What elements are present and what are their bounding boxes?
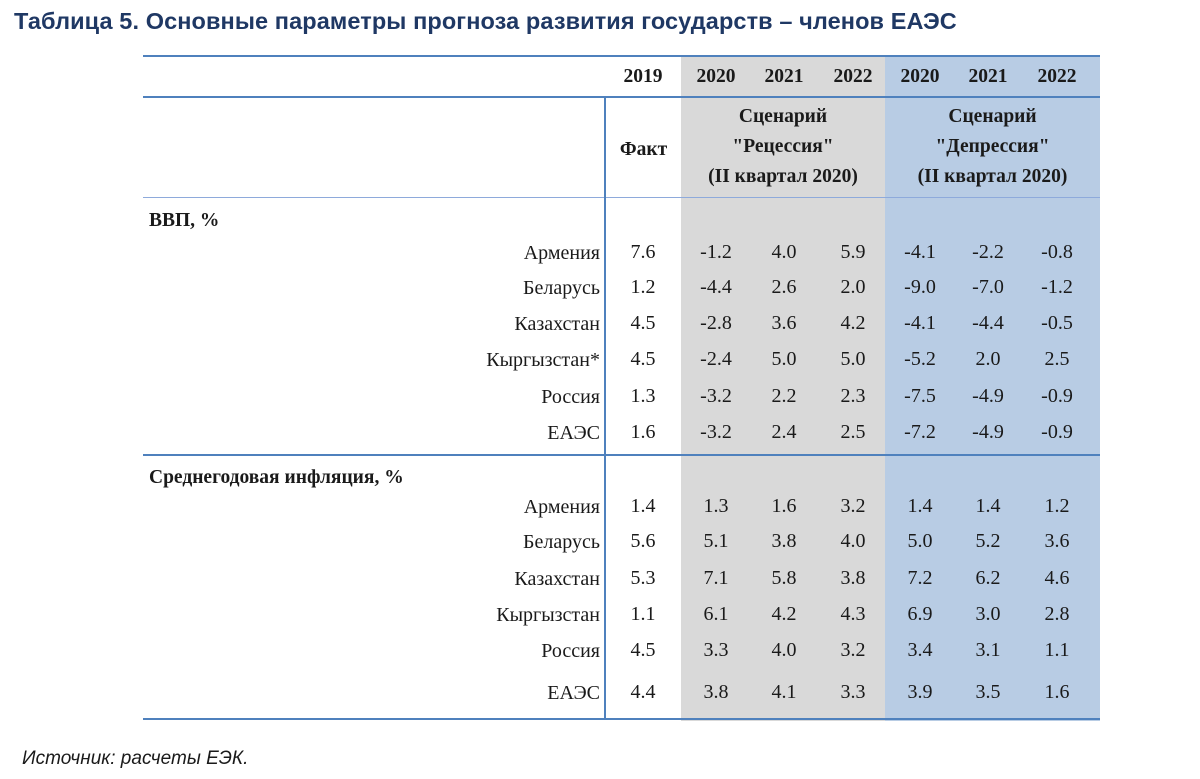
row-value: -9.0: [904, 276, 936, 298]
row-value: -4.9: [972, 385, 1004, 407]
row-value: -4.1: [904, 241, 936, 263]
row-value: 3.2: [840, 639, 866, 661]
row-value: 2.0: [975, 348, 1001, 370]
row-value: -2.2: [972, 241, 1004, 263]
row-value: 1.2: [1044, 495, 1070, 517]
rule-between-sections: [143, 454, 1100, 456]
rule-bottom: [143, 718, 1100, 720]
row-value: 1.1: [1044, 639, 1070, 661]
scenario-recession-label: [681, 102, 885, 192]
column-divider: [604, 96, 606, 718]
row-value: 2.5: [840, 421, 866, 443]
section-title-inflation: Среднегодовая инфляция, %: [149, 467, 404, 488]
row-value: 2.2: [771, 385, 797, 407]
scenario-depression-line-1: Сценарий: [948, 106, 1037, 127]
row-value: -4.9: [972, 421, 1004, 443]
row-value: 4.0: [771, 241, 797, 263]
row-value: 5.1: [703, 530, 729, 552]
row-country: ЕАЭС: [547, 422, 600, 444]
rule-top: [143, 55, 1100, 57]
row-value: -2.4: [700, 348, 732, 370]
row-value: -1.2: [1041, 276, 1073, 298]
row-value: 3.8: [771, 530, 797, 552]
row-value: 4.0: [840, 530, 866, 552]
scenario-depression-label: [885, 102, 1100, 192]
year-header: 2019: [623, 66, 663, 87]
row-value: 6.1: [703, 603, 729, 625]
row-value: 2.4: [771, 421, 797, 443]
rule-after-years: [143, 96, 1100, 98]
row-value: 1.3: [630, 385, 656, 407]
scenario-recession-line-2: "Рецессия": [732, 136, 834, 157]
row-value: 5.6: [630, 530, 656, 552]
row-value: 1.4: [975, 495, 1001, 517]
row-value: 3.3: [840, 681, 866, 703]
row-country: Армения: [523, 496, 600, 518]
row-country: Беларусь: [523, 531, 600, 553]
fact-label: Факт: [619, 139, 668, 160]
row-value: 4.2: [840, 312, 866, 334]
row-country: Кыргызстан: [496, 604, 600, 626]
table-title: Таблица 5. Основные параметры прогноза развития государств – членов ЕАЭС: [14, 8, 957, 34]
row-value: 3.8: [703, 681, 729, 703]
row-country: Россия: [541, 640, 600, 662]
scenario-recession-line-3: (II квартал 2020): [708, 166, 858, 187]
row-value: 1.2: [630, 276, 656, 298]
row-value: -7.0: [972, 276, 1004, 298]
row-value: -1.2: [700, 241, 732, 263]
row-value: 4.5: [630, 639, 656, 661]
row-value: -4.4: [972, 312, 1004, 334]
source-note: Источник: расчеты ЕЭК.: [22, 748, 249, 769]
row-value: -7.5: [904, 385, 936, 407]
row-value: 3.3: [703, 639, 729, 661]
row-value: -2.8: [700, 312, 732, 334]
row-value: -0.9: [1041, 421, 1073, 443]
row-value: 3.1: [975, 639, 1001, 661]
row-value: 4.2: [771, 603, 797, 625]
row-value: -0.5: [1041, 312, 1073, 334]
row-value: -4.4: [700, 276, 732, 298]
row-value: -7.2: [904, 421, 936, 443]
row-value: 3.8: [840, 567, 866, 589]
section-title-gdp: ВВП, %: [149, 210, 220, 231]
row-value: 4.4: [630, 681, 656, 703]
row-value: 1.4: [907, 495, 933, 517]
row-value: 6.2: [975, 567, 1001, 589]
year-header: 2021: [968, 66, 1008, 87]
year-header: 2020: [696, 66, 736, 87]
row-value: 2.5: [1044, 348, 1070, 370]
row-country: Кыргызстан*: [486, 349, 600, 371]
row-value: 7.6: [630, 241, 656, 263]
row-value: 3.2: [840, 495, 866, 517]
row-country: Армения: [523, 242, 600, 264]
year-header: 2021: [764, 66, 804, 87]
scenario-depression-line-2: "Депрессия": [935, 136, 1050, 157]
row-country: Казахстан: [514, 568, 600, 590]
year-header: 2022: [1037, 66, 1077, 87]
row-value: 1.6: [1044, 681, 1070, 703]
rule-after-scenarios: [143, 197, 1100, 198]
row-country: Казахстан: [514, 313, 600, 335]
row-value: -3.2: [700, 421, 732, 443]
row-value: 5.0: [907, 530, 933, 552]
row-value: -3.2: [700, 385, 732, 407]
row-value: 3.6: [771, 312, 797, 334]
scenario-recession-line-1: Сценарий: [738, 106, 828, 127]
row-value: -0.9: [1041, 385, 1073, 407]
row-value: 3.4: [907, 639, 933, 661]
row-value: 1.3: [703, 495, 729, 517]
row-value: 3.9: [907, 681, 933, 703]
row-value: 7.2: [907, 567, 933, 589]
row-value: 5.2: [975, 530, 1001, 552]
scenario-depression-line-3: (II квартал 2020): [917, 166, 1068, 187]
row-value: 1.1: [630, 603, 656, 625]
row-value: 4.1: [771, 681, 797, 703]
row-value: -4.1: [904, 312, 936, 334]
row-value: 1.6: [771, 495, 797, 517]
row-country: Беларусь: [523, 277, 600, 299]
row-value: 2.6: [771, 276, 797, 298]
row-value: 3.0: [975, 603, 1001, 625]
row-country: Россия: [541, 386, 600, 408]
row-value: 4.3: [840, 603, 866, 625]
row-country: ЕАЭС: [547, 682, 600, 704]
row-value: 5.9: [840, 241, 866, 263]
forecast-table: [143, 55, 1100, 721]
row-value: 4.0: [771, 639, 797, 661]
year-header: 2020: [900, 66, 940, 87]
year-header: 2022: [833, 66, 873, 87]
row-value: 1.4: [630, 495, 656, 517]
row-value: 2.8: [1044, 603, 1070, 625]
row-value: 2.0: [840, 276, 866, 298]
row-value: 7.1: [703, 567, 729, 589]
row-value: 5.3: [630, 567, 656, 589]
row-value: 5.8: [771, 567, 797, 589]
row-value: 3.5: [975, 681, 1001, 703]
row-value: 3.6: [1044, 530, 1070, 552]
row-value: 4.6: [1044, 567, 1070, 589]
row-value: 1.6: [630, 421, 656, 443]
row-value: 5.0: [840, 348, 866, 370]
row-value: 5.0: [771, 348, 797, 370]
row-value: 2.3: [840, 385, 866, 407]
row-value: 4.5: [630, 312, 656, 334]
row-value: 4.5: [630, 348, 656, 370]
row-value: -5.2: [904, 348, 936, 370]
row-value: -0.8: [1041, 241, 1073, 263]
row-value: 6.9: [907, 603, 933, 625]
